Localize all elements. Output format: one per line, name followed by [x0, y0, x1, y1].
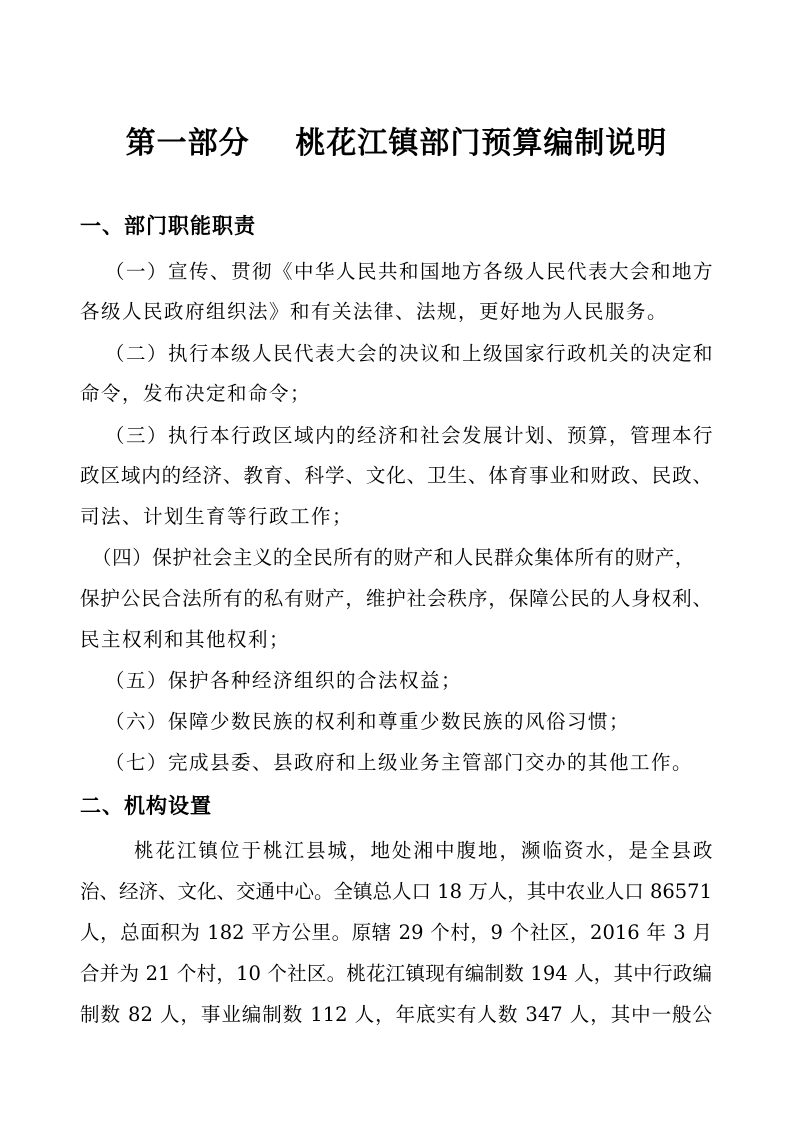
paragraph-line: 命令，发布决定和命令；	[80, 382, 312, 405]
paragraph-line: 司法、计划生育等行政工作；	[80, 505, 354, 528]
paragraph-line: （三）执行本行政区域内的经济和社会发展计划、预算，管理本行	[105, 424, 715, 447]
paragraph-line: 人，总面积为 182 平方公里。原辖 29 个村，9 个社区，2016 年 3 月	[80, 921, 712, 944]
paragraph-line: （五）保护各种经济组织的合法权益；	[105, 669, 463, 692]
paragraph-line: 合并为 21 个村，10 个社区。桃花江镇现有编制数 194 人，其中行政编	[80, 962, 712, 985]
paragraph-line: （二）执行本级人民代表大会的决议和上级国家行政机关的决定和	[105, 342, 715, 365]
paragraph-line: 保护公民合法所有的私有财产，维护社会秩序，保障公民的人身权利、	[80, 587, 712, 610]
paragraph-line: （七）完成县委、县政府和上级业务主管部门交办的其他工作。	[105, 751, 694, 774]
paragraph-line: （一）宣传、贯彻《中华人民共和国地方各级人民代表大会和地方	[105, 260, 715, 283]
paragraph-line: 民主权利和其他权利；	[80, 628, 291, 651]
section-heading-functions: 一、部门职能职责	[80, 214, 256, 238]
paragraph-line: 政区域内的经济、教育、科学、文化、卫生、体育事业和财政、民政、	[80, 464, 712, 487]
section-heading-organization: 二、机构设置	[80, 794, 212, 818]
page-title: 第一部分 桃花江镇部门预算编制说明	[125, 126, 668, 161]
paragraph-line: 治、经济、文化、交通中心。全镇总人口 18 万人，其中农业人口 86571	[80, 880, 712, 903]
paragraph-line: 各级人民政府组织法》和有关法律、法规，更好地为人民服务。	[80, 300, 669, 323]
paragraph-line: （六）保障少数民族的权利和尊重少数民族的风俗习惯；	[105, 710, 631, 733]
paragraph-line: （四）保护社会主义的全民所有的财产和人民群众集体所有的财产，	[92, 546, 696, 569]
paragraph-line: 桃花江镇位于桃江县城，地处湘中腹地，濒临资水，是全县政	[134, 839, 715, 862]
paragraph-line: 制数 82 人，事业编制数 112 人，年底实有人数 347 人，其中一般公	[80, 1003, 712, 1026]
